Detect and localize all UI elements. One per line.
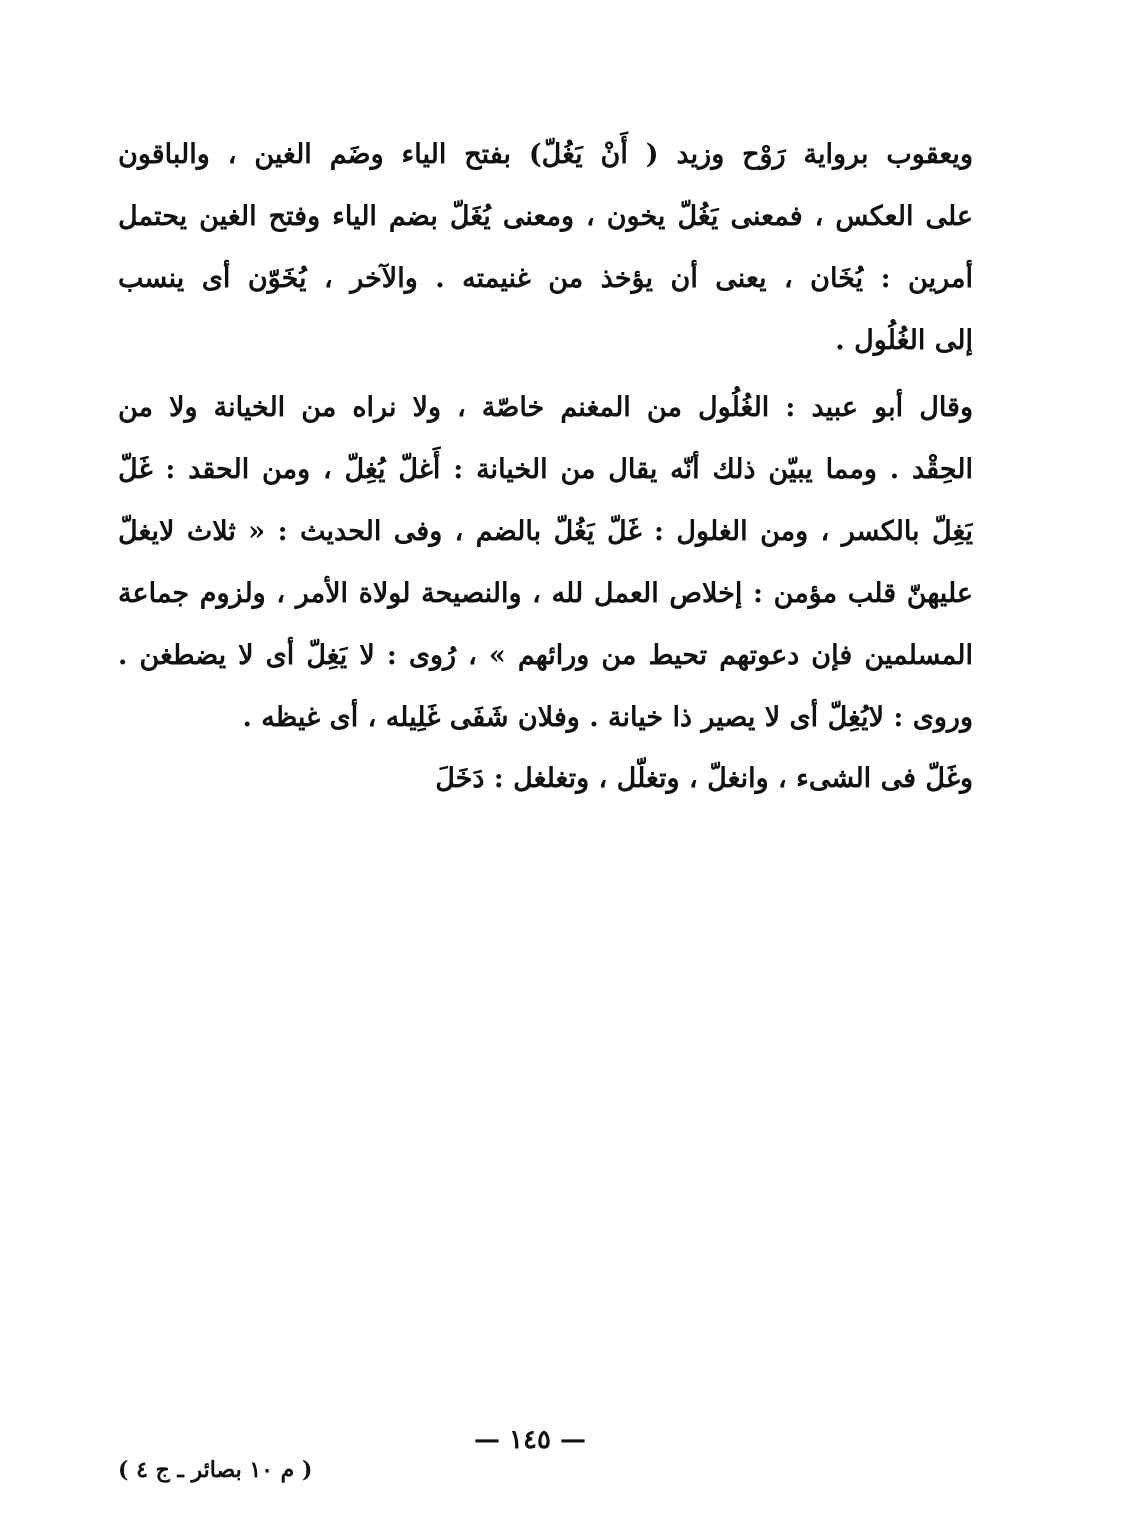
- text-line: ويعقوب برواية رَوْح وزيد ( أَنْ يَغُلّ) بفتح الياء وضَم الغين ، والباقون: [118, 139, 973, 170]
- paragraph-3: [118, 748, 973, 810]
- paragraph-1: [118, 124, 973, 372]
- text-line: إلى الغُلُول .: [835, 325, 973, 356]
- text-line: وغَلّ فى الشىء ، وانغلّ ، وتغلّل ، وتغلغل : دَخَلَ: [435, 763, 973, 794]
- text-line: وقال أبو عبيد : الغُلُول من المغنم خاصّة ، ولا نراه من الخيانة ولا من: [118, 392, 973, 423]
- text-line: يَغِلّ بالكسر ، ومن الغلول : غَلّ يَغُلّ بالضم ، وفى الحديث : « ثلاث لايغلّ: [118, 516, 973, 547]
- text-line: وروى : لايُغِلّ أى لا يصير ذا خيانة . وفلان شَفَى غَلِيله ، أى غيظه .: [242, 702, 973, 733]
- footer-signature-note: ( م ١٠ بصائر ـ ج ٤ ): [118, 1457, 313, 1483]
- text-line: المسلمين فإن دعوتهم تحيط من ورائهم » ، رُوى : لا يَغِلّ أى لا يضطغن .: [118, 640, 973, 671]
- paragraph-2: [118, 377, 973, 749]
- text-line: عليهنّ قلب مؤمن : إخلاص العمل لله ، والنصيحة لولاة الأمر ، ولزوم جماعة: [118, 578, 973, 609]
- text-line: الحِقْد . ومما يبيّن ذلك أنّه يقال من الخيانة : أَغلّ يُغِلّ ، ومن الحقد : غَلّ: [118, 454, 973, 485]
- page-number: — ١٤٥ —: [473, 1425, 587, 1455]
- text-line: على العكس ، فمعنى يَغُلّ يخون ، ومعنى يُغَلّ بضم الياء وفتح الغين يحتمل: [118, 201, 973, 232]
- text-line: أمرين : يُخَان ، يعنى أن يؤخذ من غنيمته . والآخر ، يُخَوّن أى ينسب: [118, 263, 973, 294]
